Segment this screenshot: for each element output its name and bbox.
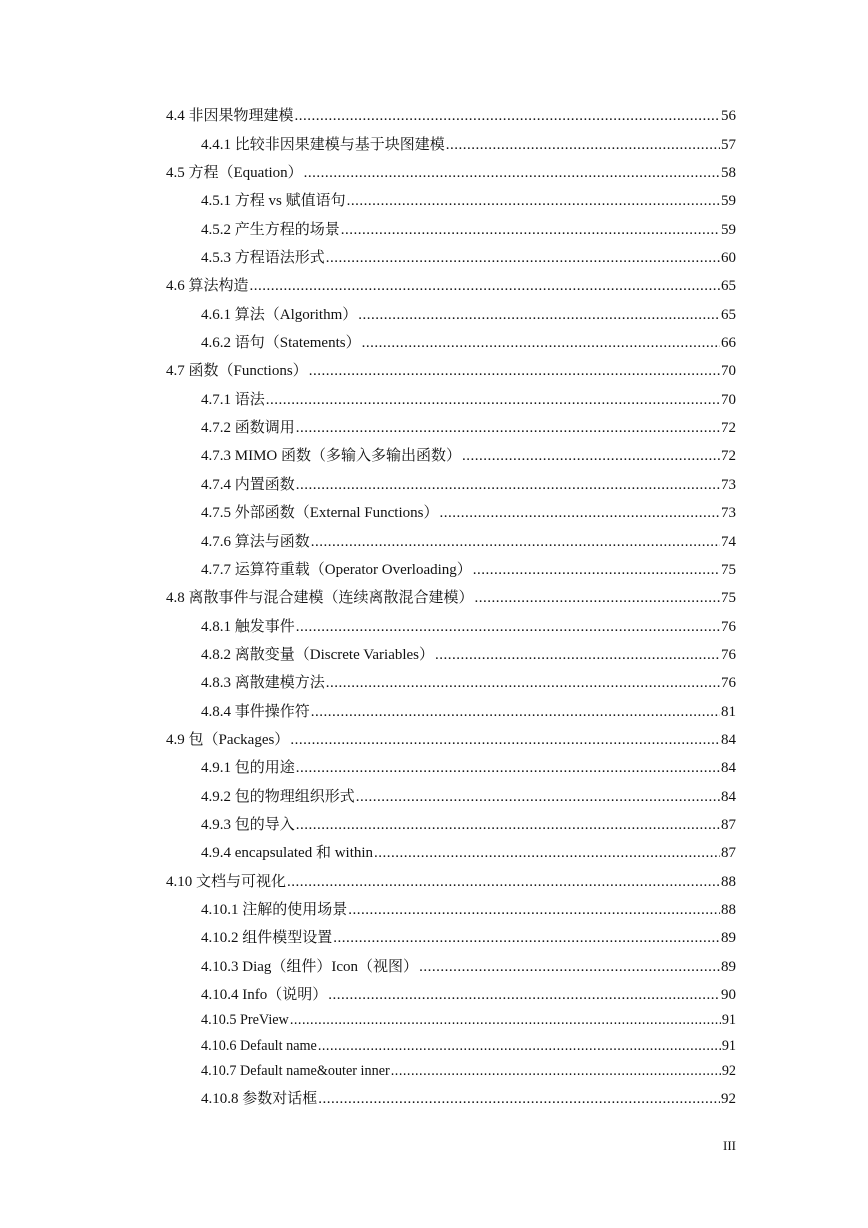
toc-entry-line [201, 671, 736, 692]
toc-dot-leader [348, 902, 720, 919]
toc-entry-page: 58 [721, 165, 736, 182]
toc-entry-title: 4.9.2 包的物理组织形式 [201, 788, 355, 805]
toc-dot-leader [318, 1091, 720, 1108]
toc-entry-page: 92 [721, 1062, 736, 1079]
toc-dot-leader [358, 307, 720, 324]
toc-entry-title: 4.7.7 运算符重载（Operator Overloading） [201, 561, 472, 578]
toc-dot-leader [326, 675, 720, 692]
toc-dot-leader [296, 817, 720, 834]
toc-dot-leader [446, 137, 720, 154]
toc-entry[interactable] [0, 980, 868, 1008]
toc-entry-line [201, 926, 736, 947]
toc-entry[interactable] [0, 810, 868, 838]
toc-entry-title: 4.5 方程（Equation） [166, 165, 303, 182]
toc-entry-line [201, 331, 736, 352]
toc-dot-leader [391, 1063, 721, 1080]
toc-entry[interactable] [0, 951, 868, 979]
toc-entry-line [201, 416, 736, 437]
toc-entry-page: 87 [721, 816, 736, 833]
toc-entry-title: 4.7.6 算法与函数 [201, 533, 310, 550]
toc-entry-title: 4.8.4 事件操作符 [201, 703, 310, 720]
toc-entry[interactable] [0, 356, 868, 384]
toc-dot-leader [296, 619, 720, 636]
toc-entry-page: 76 [721, 646, 736, 663]
toc-entry-line [166, 359, 736, 380]
toc-entry-title: 4.7.1 语法 [201, 391, 265, 408]
toc-entry-page: 75 [721, 561, 736, 578]
toc-entry-line [201, 501, 736, 522]
toc-entry-line [201, 473, 736, 494]
toc-entry-page: 72 [721, 420, 736, 437]
toc-entry-title: 4.10.3 Diag（组件）Icon（视图） [201, 958, 419, 975]
toc-entry-page: 75 [721, 590, 736, 607]
toc-entry-line [201, 841, 736, 862]
toc-dot-leader [374, 845, 720, 862]
toc-dot-leader [475, 590, 720, 607]
toc-entry[interactable] [0, 923, 868, 951]
toc-entry-page: 57 [721, 136, 736, 153]
toc-entry[interactable] [0, 1084, 868, 1112]
toc-entry-title: 4.9 包（Packages） [166, 731, 290, 748]
toc-entry-page: 88 [721, 901, 736, 918]
toc-entry-page: 70 [721, 391, 736, 408]
toc-entry-page: 87 [721, 845, 736, 862]
toc-entry-line [201, 700, 736, 721]
toc-entry-page: 89 [721, 958, 736, 975]
toc-entry-title: 4.6.2 语句（Statements） [201, 335, 361, 352]
toc-entry-line [201, 756, 736, 777]
toc-entry-page: 56 [721, 108, 736, 125]
toc-entry-line [166, 161, 736, 182]
toc-entry-page: 91 [721, 1012, 736, 1029]
toc-dot-leader [290, 1012, 721, 1029]
toc-dot-leader [266, 392, 720, 409]
table-of-contents [0, 101, 868, 1112]
toc-dot-leader [304, 165, 720, 182]
toc-entry[interactable] [0, 781, 868, 809]
toc-entry-line [201, 898, 736, 919]
toc-entry-page: 91 [721, 1037, 736, 1054]
toc-dot-leader [295, 108, 720, 125]
toc-entry-page: 76 [721, 618, 736, 635]
toc-dot-leader [250, 278, 720, 295]
toc-entry-page: 76 [721, 675, 736, 692]
toc-entry[interactable] [0, 866, 868, 894]
toc-entry-page: 88 [721, 873, 736, 890]
toc-entry-page: 73 [721, 476, 736, 493]
toc-entry-line [201, 813, 736, 834]
toc-entry-title: 4.5.1 方程 vs 赋值语句 [201, 193, 346, 210]
toc-entry-title: 4.9.4 encapsulated 和 within [201, 845, 374, 862]
toc-entry-title: 4.10.2 组件模型设置 [201, 930, 333, 947]
toc-entry-line [201, 133, 736, 154]
toc-entry-title: 4.10.7 Default name&outer inner [201, 1062, 390, 1079]
toc-entry[interactable] [0, 328, 868, 356]
toc-entry[interactable] [0, 214, 868, 242]
toc-entry[interactable] [0, 469, 868, 497]
toc-entry-line [201, 189, 736, 210]
toc-entry[interactable] [0, 555, 868, 583]
toc-entry-page: 73 [721, 505, 736, 522]
toc-entry-page: 59 [721, 193, 736, 210]
toc-entry-title: 4.9.3 包的导入 [201, 816, 295, 833]
toc-dot-leader [296, 477, 720, 494]
toc-entry-title: 4.7.4 内置函数 [201, 476, 295, 493]
toc-entry[interactable] [0, 838, 868, 866]
toc-dot-leader [439, 505, 720, 522]
toc-dot-leader [328, 987, 720, 1004]
toc-dot-leader [356, 789, 720, 806]
toc-entry-title: 4.10.1 注解的使用场景 [201, 901, 348, 918]
toc-entry-title: 4.10.8 参数对话框 [201, 1091, 318, 1108]
toc-entry-page: 70 [721, 363, 736, 380]
toc-entry-title: 4.7 函数（Functions） [166, 363, 308, 380]
toc-entry-title: 4.4 非因果物理建模 [166, 108, 294, 125]
toc-entry-line [201, 388, 736, 409]
toc-entry-page: 84 [721, 788, 736, 805]
toc-entry-title: 4.4.1 比较非因果建模与基于块图建模 [201, 136, 445, 153]
toc-entry-title: 4.8.3 离散建模方法 [201, 675, 325, 692]
toc-entry-page: 74 [721, 533, 736, 550]
toc-entry[interactable] [0, 753, 868, 781]
toc-entry[interactable] [0, 583, 868, 611]
toc-entry-line [166, 586, 736, 607]
toc-entry-line [201, 1087, 736, 1108]
toc-entry[interactable] [0, 1033, 868, 1058]
toc-entry[interactable] [0, 299, 868, 327]
toc-entry-line [201, 643, 736, 664]
toc-entry-title: 4.8 离散事件与混合建模（连续离散混合建模） [166, 590, 474, 607]
toc-entry[interactable] [0, 725, 868, 753]
toc-entry-page: 89 [721, 930, 736, 947]
toc-dot-leader [435, 647, 720, 664]
toc-entry-page: 84 [721, 760, 736, 777]
toc-entry-title: 4.10.4 Info（说明） [201, 987, 328, 1003]
toc-entry-title: 4.10.5 PreView [201, 1012, 289, 1029]
toc-dot-leader [290, 732, 720, 749]
toc-entry-line [201, 615, 736, 636]
toc-entry[interactable] [0, 611, 868, 639]
toc-entry-line [201, 246, 736, 267]
toc-entry-line [166, 728, 736, 749]
toc-dot-leader [318, 1038, 721, 1055]
toc-entry-title: 4.5.2 产生方程的场景 [201, 221, 340, 238]
toc-entry[interactable] [0, 498, 868, 526]
toc-dot-leader [311, 534, 720, 551]
toc-entry-title: 4.5.3 方程语法形式 [201, 250, 325, 267]
toc-entry-title: 4.8.1 触发事件 [201, 618, 295, 635]
toc-entry-page: 81 [721, 703, 736, 720]
toc-entry[interactable] [0, 640, 868, 668]
toc-entry[interactable] [0, 243, 868, 271]
toc-dot-leader [462, 448, 720, 465]
toc-entry-title: 4.8.2 离散变量（Discrete Variables） [201, 646, 435, 663]
toc-dot-leader [362, 335, 720, 352]
toc-entry-page: 90 [721, 987, 736, 1003]
toc-dot-leader [309, 363, 720, 380]
toc-entry-title: 4.7.2 函数调用 [201, 420, 295, 437]
toc-entry-title: 4.6 算法构造 [166, 278, 249, 295]
toc-entry-page: 60 [721, 250, 736, 267]
toc-entry-page: 59 [721, 221, 736, 238]
toc-entry-line [166, 870, 736, 891]
toc-dot-leader [473, 562, 720, 579]
toc-dot-leader [333, 930, 720, 947]
toc-entry-title: 4.7.3 MIMO 函数（多输入多输出函数） [201, 448, 462, 465]
toc-entry-page: 65 [721, 306, 736, 323]
toc-entry[interactable] [0, 186, 868, 214]
toc-entry-line [201, 558, 736, 579]
toc-entry-title: 4.10 文档与可视化 [166, 873, 287, 890]
toc-entry-line [201, 983, 736, 1004]
toc-entry-line [166, 104, 736, 125]
toc-dot-leader [326, 250, 720, 267]
toc-entry-line [201, 303, 736, 324]
toc-entry[interactable] [0, 271, 868, 299]
toc-entry[interactable] [0, 384, 868, 412]
toc-entry-line [201, 785, 736, 806]
toc-entry[interactable] [0, 129, 868, 157]
toc-entry-line [201, 955, 736, 976]
toc-dot-leader [341, 222, 720, 239]
toc-entry-line [166, 274, 736, 295]
toc-dot-leader [296, 760, 720, 777]
toc-entry-title: 4.7.5 外部函数（External Functions） [201, 505, 439, 522]
toc-dot-leader [287, 874, 720, 891]
toc-entry[interactable] [0, 413, 868, 441]
toc-entry-line [201, 1063, 736, 1080]
toc-dot-leader [419, 959, 720, 976]
toc-entry-page: 66 [721, 335, 736, 352]
toc-dot-leader [347, 193, 720, 210]
toc-entry-page: 65 [721, 278, 736, 295]
toc-dot-leader [296, 420, 720, 437]
toc-entry[interactable] [0, 1008, 868, 1033]
toc-entry-page: 72 [721, 448, 736, 465]
toc-entry-title: 4.10.6 Default name [201, 1037, 317, 1054]
toc-entry[interactable] [0, 1059, 868, 1084]
toc-entry-title: 4.6.1 算法（Algorithm） [201, 306, 358, 323]
toc-entry[interactable] [0, 526, 868, 554]
page-number: III [723, 1138, 736, 1153]
toc-entry[interactable] [0, 441, 868, 469]
toc-entry[interactable] [0, 895, 868, 923]
toc-entry[interactable] [0, 101, 868, 129]
toc-entry-page: 92 [721, 1091, 736, 1108]
toc-entry-line [201, 530, 736, 551]
toc-entry-line [201, 218, 736, 239]
toc-entry[interactable] [0, 158, 868, 186]
toc-entry-line [201, 444, 736, 465]
toc-entry-page: 84 [721, 731, 736, 748]
toc-dot-leader [311, 704, 720, 721]
toc-entry[interactable] [0, 696, 868, 724]
toc-entry-line [201, 1012, 736, 1029]
toc-entry-line [201, 1038, 736, 1055]
toc-entry[interactable] [0, 668, 868, 696]
toc-entry-title: 4.9.1 包的用途 [201, 760, 295, 777]
